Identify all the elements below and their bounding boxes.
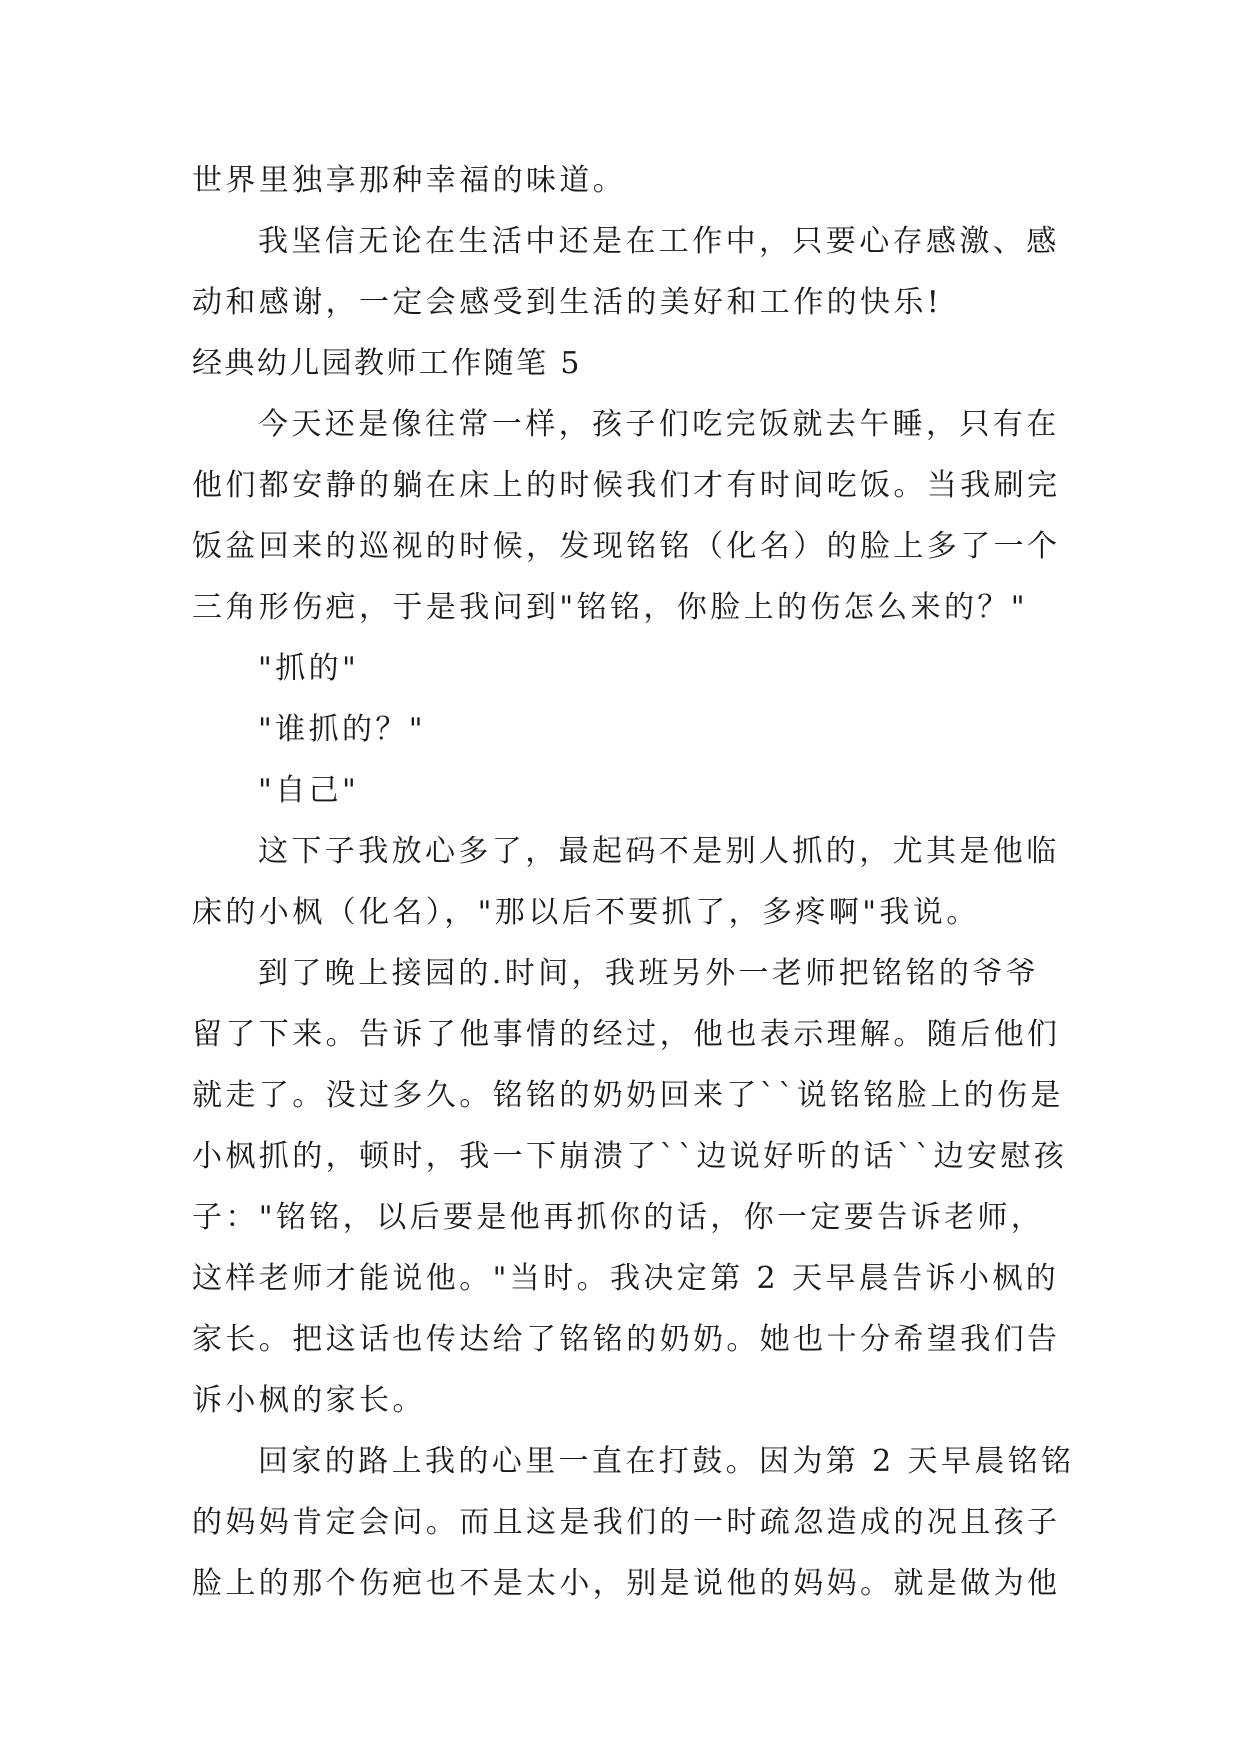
text-line: 诉小枫的家长。 — [192, 1383, 426, 1418]
text-line: 到了晚上接园的.时间，我班另外一老师把铭铭的爷爷 — [258, 956, 1040, 991]
text-line: 脸上的那个伤疤也不是太小，别是说他的妈妈。就是做为他 — [192, 1566, 1061, 1601]
paragraph — [192, 394, 1061, 638]
paragraph — [192, 760, 1054, 821]
text-line: 床的小枫（化名），"那以后不要抓了，多疼啊"我说。 — [192, 895, 980, 930]
paragraph — [192, 211, 1060, 333]
text-line: 世界里独享那种幸福的味道。 — [192, 163, 627, 198]
document-body — [192, 150, 1075, 1614]
text-line: 动和感谢，一定会感受到生活的美好和工作的快乐! — [192, 285, 943, 320]
text-line: "抓的" — [258, 651, 360, 686]
text-line: 就走了。没过多久。铭铭的奶奶回来了``说铭铭脸上的伤是 — [192, 1078, 1064, 1113]
text-line: 留了下来。告诉了他事情的经过，他也表示理解。随后他们 — [192, 1017, 1061, 1052]
text-line: 三角形伤疤，于是我问到"铭铭，你脸上的伤怎么来的？" — [192, 590, 1028, 625]
text-line: 这下子我放心多了，最起码不是别人抓的，尤其是他临 — [258, 834, 1060, 869]
text-line: "谁抓的？" — [258, 712, 426, 747]
text-line: 小枫抓的，顿时，我一下崩溃了``边说好听的话``边安慰孩 — [192, 1139, 1068, 1174]
text-line: 的妈妈肯定会问。而且这是我们的一时疏忽造成的况且孩子 — [192, 1505, 1061, 1540]
section-heading — [192, 333, 1054, 394]
paragraph — [192, 638, 1054, 699]
paragraph — [192, 150, 1054, 211]
paragraph — [192, 699, 1054, 760]
text-line: 子："铭铭，以后要是他再抓你的话，你一定要告诉老师， — [192, 1200, 1045, 1235]
paragraph — [192, 821, 1060, 943]
text-line: "自己" — [258, 773, 360, 808]
paragraph — [192, 1431, 1075, 1614]
text-line: 家长。把这话也传达给了铭铭的奶奶。她也十分希望我们告 — [192, 1322, 1061, 1357]
text-line: 今天还是像往常一样，孩子们吃完饭就去午睡，只有在 — [258, 407, 1060, 442]
text-line: 我坚信无论在生活中还是在工作中，只要心存感激、感 — [258, 224, 1060, 259]
heading-text: 经典幼儿园教师工作随笔 5 — [192, 346, 582, 381]
text-line: 回家的路上我的心里一直在打鼓。因为第 2 天早晨铭铭 — [258, 1444, 1075, 1479]
text-line: 饭盆回来的巡视的时候，发现铭铭（化名）的脸上多了一个 — [192, 529, 1061, 564]
text-line: 这样老师才能说他。"当时。我决定第 2 天早晨告诉小枫的 — [192, 1261, 1060, 1296]
paragraph — [192, 943, 1068, 1431]
text-line: 他们都安静的躺在床上的时候我们才有时间吃饭。当我刷完 — [192, 468, 1061, 503]
